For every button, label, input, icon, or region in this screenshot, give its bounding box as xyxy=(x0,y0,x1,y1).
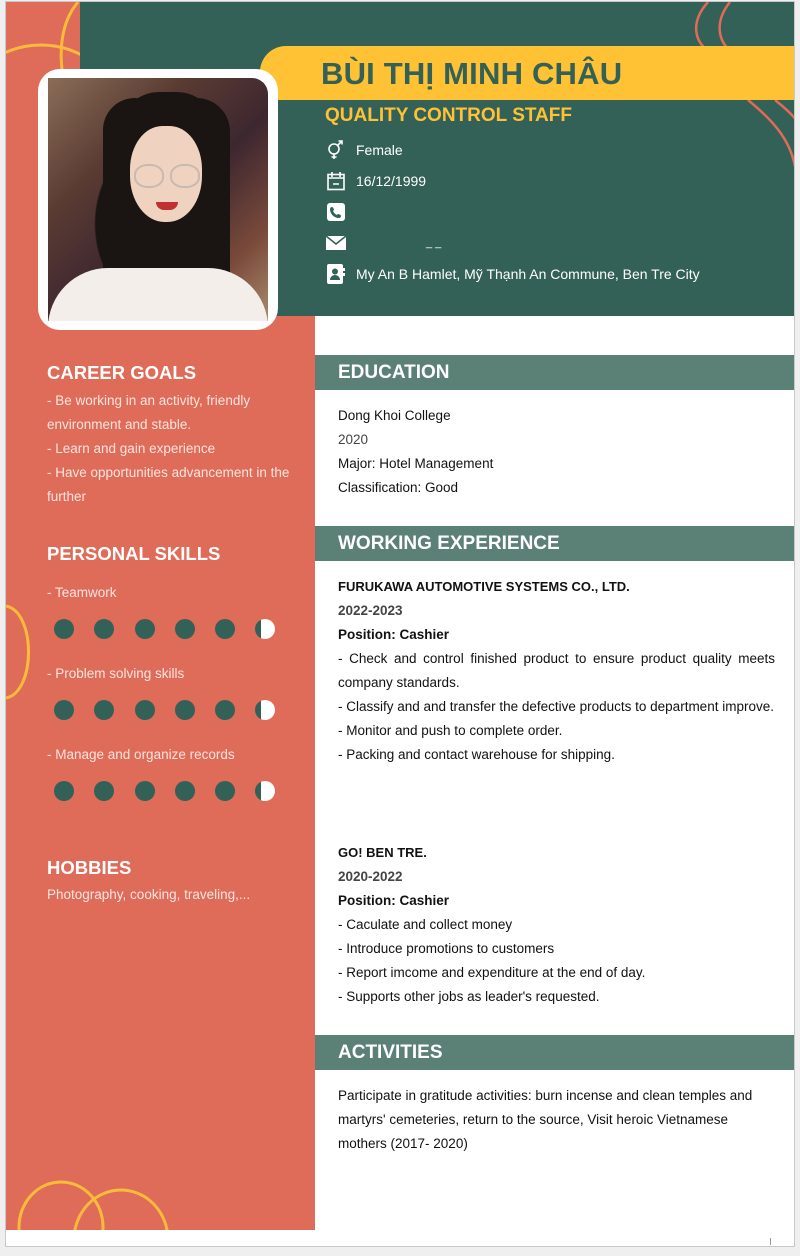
personal-skills-heading-wrap xyxy=(47,543,297,565)
rating-dot-full xyxy=(215,700,235,720)
career-goals-list xyxy=(47,389,297,509)
company-name: FURUKAWA AUTOMOTIVE SYSTEMS CO., LTD. xyxy=(338,579,630,594)
rating-dot-full xyxy=(135,619,155,639)
hobbies-heading: HOBBIES xyxy=(47,857,132,878)
email-value: _ _ xyxy=(426,236,442,249)
job-period: 2022-2023 xyxy=(338,603,403,618)
skill-rating-records xyxy=(54,781,296,801)
skill-problem-solving xyxy=(47,666,184,681)
rating-dot-full xyxy=(54,700,74,720)
personal-skills-heading: PERSONAL SKILLS xyxy=(47,543,221,564)
job-duty: - Monitor and push to complete order. xyxy=(338,723,563,738)
phone-icon xyxy=(326,202,346,222)
activities-heading: ACTIVITIES xyxy=(315,1035,795,1070)
job-entry-2 xyxy=(338,841,775,1009)
rating-dot-full xyxy=(175,619,195,639)
career-goals-heading: CAREER GOALS xyxy=(47,362,197,383)
company-name: GO! BEN TRE. xyxy=(338,845,427,860)
address-value: My An B Hamlet, Mỹ Thạnh An Commune, Ben Tre City xyxy=(356,265,700,282)
rating-dot-full xyxy=(215,619,235,639)
birthdate-value: 16/12/1999 xyxy=(356,172,427,189)
experience-heading: WORKING EXPERIENCE xyxy=(315,526,795,561)
rating-dot-full xyxy=(94,619,114,639)
rating-dot-full xyxy=(175,781,195,801)
contact-phone[interactable] xyxy=(326,196,700,227)
gender-value: Female xyxy=(356,141,403,158)
rating-dot-full xyxy=(94,781,114,801)
contact-gender xyxy=(326,134,700,165)
text-cursor xyxy=(770,1238,771,1245)
contact-address xyxy=(326,258,700,289)
contact-email[interactable] xyxy=(326,227,700,258)
education-content xyxy=(338,404,775,500)
job-position: Position: Cashier xyxy=(338,627,450,642)
rating-dot-full xyxy=(54,619,74,639)
skill-label: - Teamwork xyxy=(47,585,117,600)
skill-label: - Manage and organize records xyxy=(47,747,235,762)
job-entry-1 xyxy=(338,575,775,767)
education-heading: EDUCATION xyxy=(315,355,795,390)
rating-dot-partial xyxy=(255,700,275,720)
job-duty: - Caculate and collect money xyxy=(338,917,513,932)
career-goal-item: - Be working in an activity, friendly environment and stable. xyxy=(47,393,251,432)
full-name: BÙI THỊ MINH CHÂU xyxy=(321,56,623,91)
major: Major: Hotel Management xyxy=(338,456,494,471)
job-duty: - Supports other jobs as leader's requested. xyxy=(338,989,600,1004)
skill-records xyxy=(47,747,235,762)
rating-dot-full xyxy=(54,781,74,801)
job-title: QUALITY CONTROL STAFF xyxy=(325,105,572,126)
skill-rating-teamwork xyxy=(54,619,296,639)
calendar-icon xyxy=(326,171,346,191)
job-duty: - Check and control finished product to ensure product quality meets company standards. xyxy=(338,651,775,690)
contact-birthdate xyxy=(326,165,700,196)
rating-dot-full xyxy=(135,781,155,801)
resume-page xyxy=(5,1,795,1247)
career-goal-item: - Have opportunities advancement in the further xyxy=(47,465,290,504)
profile-photo-frame xyxy=(38,69,278,330)
hobbies-section xyxy=(47,857,297,907)
job-duty: - Packing and contact warehouse for shipping. xyxy=(338,747,615,762)
graduation-year: 2020 xyxy=(338,432,369,447)
job-position: Position: Cashier xyxy=(338,893,450,908)
profile-photo xyxy=(48,78,268,321)
rating-dot-partial xyxy=(255,619,275,639)
school-name: Dong Khoi College xyxy=(338,408,451,423)
job-duty: - Report imcome and expenditure at the end of day. xyxy=(338,965,646,980)
career-goal-item: - Learn and gain experience xyxy=(47,441,216,456)
decorative-arc-mid-icon xyxy=(6,602,46,712)
gender-icon xyxy=(326,140,346,160)
job-period: 2020-2022 xyxy=(338,869,403,884)
address-book-icon xyxy=(326,264,346,284)
skill-teamwork xyxy=(47,585,117,600)
rating-dot-full xyxy=(175,700,195,720)
classification: Classification: Good xyxy=(338,480,459,495)
email-icon xyxy=(326,233,346,253)
job-duty: - Classify and and transfer the defective products to department improve. xyxy=(338,699,774,714)
skill-rating-problem-solving xyxy=(54,700,296,720)
rating-dot-full xyxy=(215,781,235,801)
rating-dot-full xyxy=(135,700,155,720)
skill-label: - Problem solving skills xyxy=(47,666,185,681)
activities-text: Participate in gratitude activities: burn incense and clean temples and martyrs' cemeteries, return to the source, Visit heroic Vietnamese mothers (2017- 2020) xyxy=(338,1088,753,1151)
decorative-circles-bottom-icon xyxy=(6,1172,206,1230)
hobbies-text: Photography, cooking, traveling,... xyxy=(47,887,251,902)
job-duty: - Introduce promotions to customers xyxy=(338,941,555,956)
career-goals-section xyxy=(47,362,297,509)
contact-list xyxy=(326,134,700,289)
rating-dot-full xyxy=(94,700,114,720)
rating-dot-partial xyxy=(255,781,275,801)
